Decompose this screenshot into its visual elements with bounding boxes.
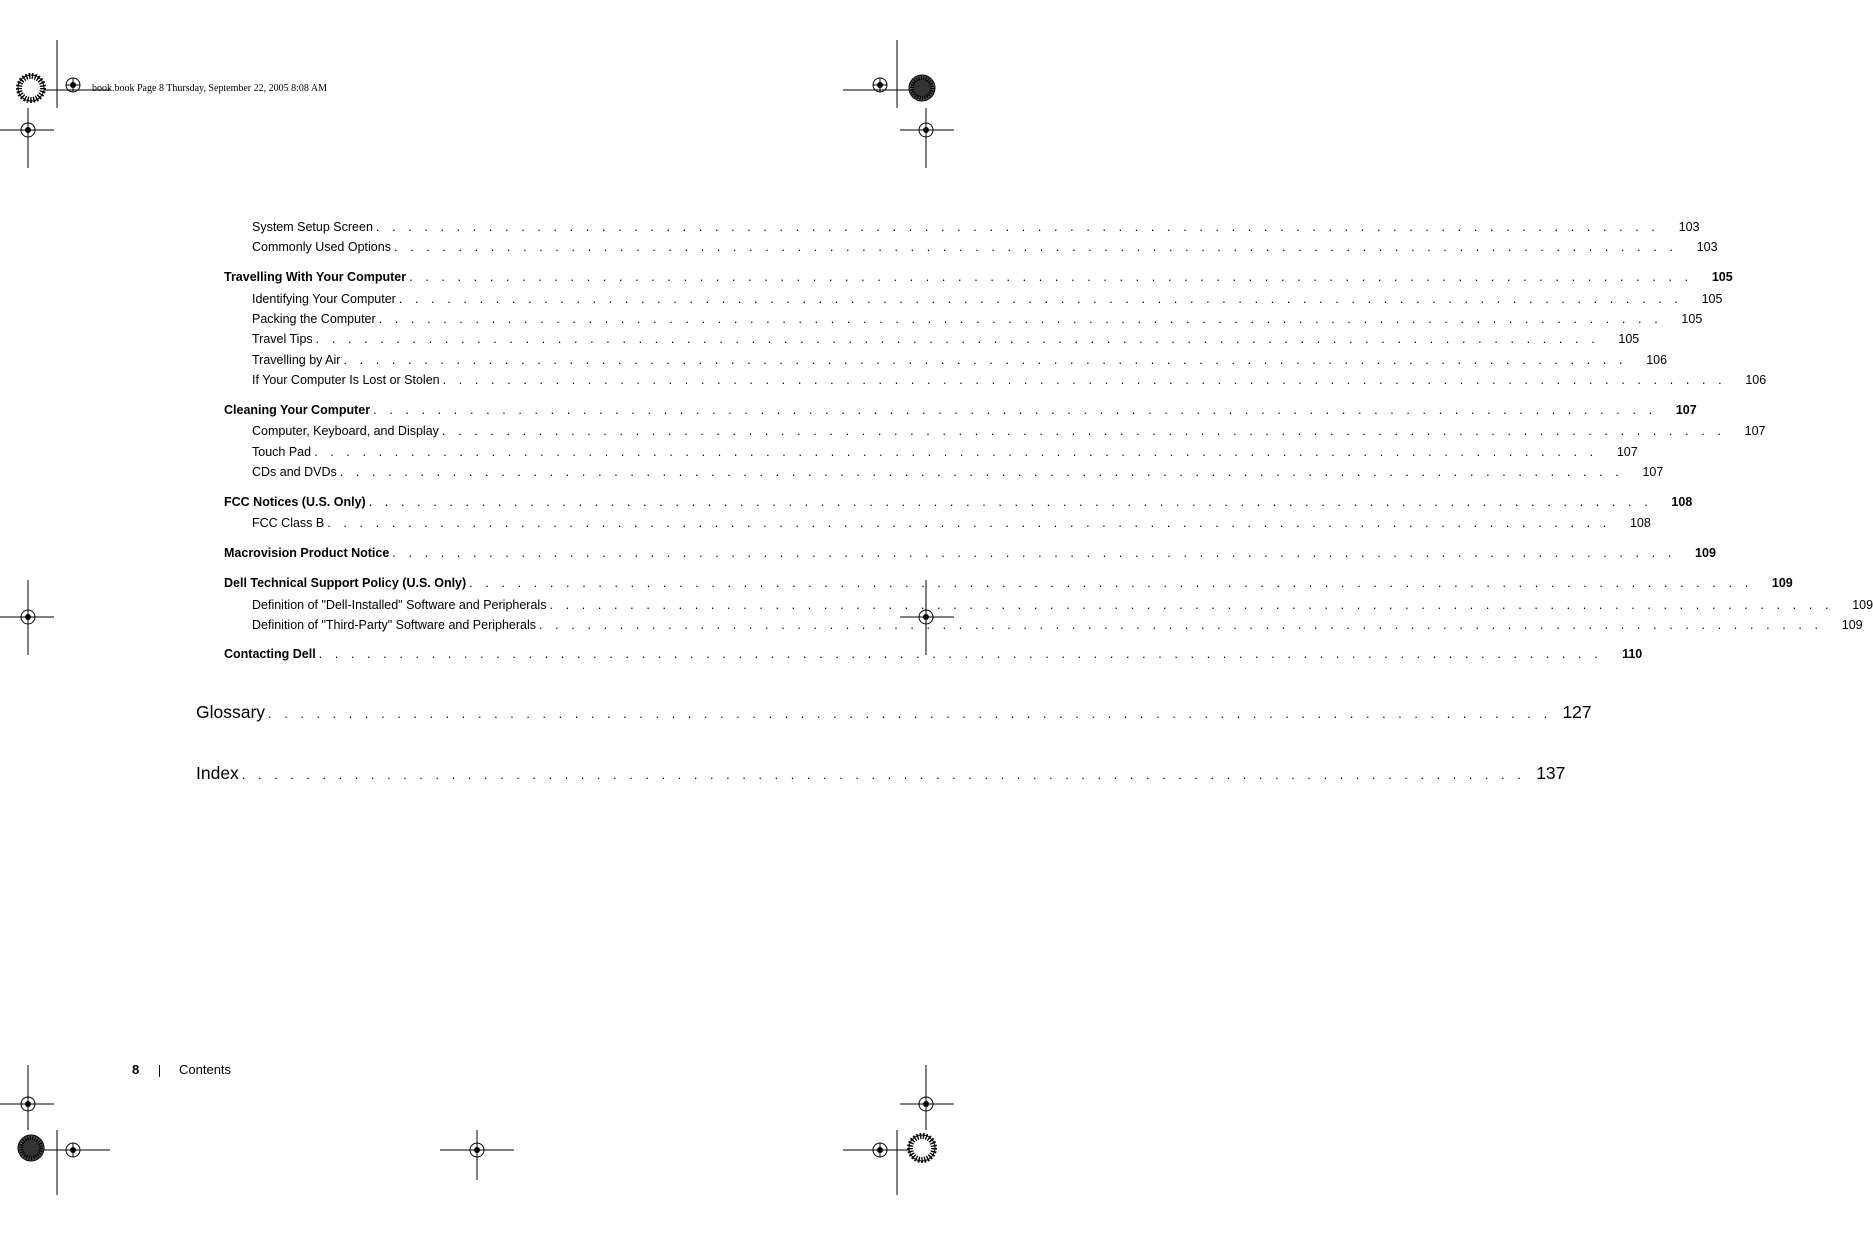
footer-divider [159, 1065, 160, 1077]
toc-entry-page: 108 [1629, 516, 1651, 530]
dot-leader: . . . . . . . . . . . . . . . . . . . . . . . . . . . . . . . . . . . . . . . . . . . . . . . . . . . . . . . . . . . . . . . . . . . . . . . . . . . . . . . . [268, 707, 1552, 721]
toc-entry [252, 312, 1703, 326]
toc-entry-page: 107 [1616, 445, 1638, 459]
toc-entry [252, 618, 1863, 632]
dot-leader: . . . . . . . . . . . . . . . . . . . . . . . . . . . . . . . . . . . . . . . . . . . . . . . . . . . . . . . . . . . . . . . . . . . . . . . . . . . . . . . . [373, 403, 1657, 417]
toc-entry-title: Index [196, 763, 239, 783]
dot-leader: . . . . . . . . . . . . . . . . . . . . . . . . . . . . . . . . . . . . . . . . . . . . . . . . . . . . . . . . . . . . . . . . . . . . . . . . . . . . . . . . [375, 220, 1660, 234]
toc-entry-page: 106 [1745, 373, 1767, 387]
dot-leader: . . . . . . . . . . . . . . . . . . . . . . . . . . . . . . . . . . . . . . . . . . . . . . . . . . . . . . . . . . . . . . . . . . . . . . . . . . . . . . . . [368, 495, 1653, 509]
toc-entry [252, 424, 1766, 438]
footer-section-title: Contents [179, 1062, 232, 1077]
toc-entry-page: 103 [1678, 220, 1700, 234]
toc-entry-title: Macrovision Product Notice [224, 546, 390, 560]
toc-entry [252, 516, 1651, 530]
toc-entry-title: Touch Pad [252, 445, 312, 459]
dot-leader: . . . . . . . . . . . . . . . . . . . . . . . . . . . . . . . . . . . . . . . . . . . . . . . . . . . . . . . . . . . . . . . . . . . . . . . . . . . . . . . . [539, 618, 1823, 632]
toc-entry-title: Dell Technical Support Policy (U.S. Only) [224, 576, 467, 590]
toc-entry [224, 576, 1793, 590]
dot-leader: . . . . . . . . . . . . . . . . . . . . . . . . . . . . . . . . . . . . . . . . . . . . . . . . . . . . . . . . . . . . . . . . . . . . . . . . . . . . . . . . [343, 353, 1628, 367]
toc-entry [196, 763, 1566, 784]
dot-leader: . . . . . . . . . . . . . . . . . . . . . . . . . . . . . . . . . . . . . . . . . . . . . . . . . . . . . . . . . . . . . . . . . . . . . . . . . . . . . . . . [314, 445, 1598, 459]
toc-entry [224, 495, 1693, 509]
toc-entry-page: 107 [1642, 465, 1664, 479]
print-header: book.book Page 8 Thursday, September 22, 2005 8:08 AM [92, 83, 327, 94]
toc-entry-title: Definition of "Third-Party" Software and Peripherals [252, 618, 537, 632]
toc-entry-page: 108 [1671, 495, 1693, 509]
toc-entry-title: If Your Computer Is Lost or Stolen [252, 373, 440, 387]
toc-entry-page: 107 [1675, 403, 1697, 417]
toc-entry-page: 109 [1771, 576, 1793, 590]
toc-entry-title: Travelling by Air [252, 353, 341, 367]
toc-entry-title: CDs and DVDs [252, 465, 337, 479]
toc-entry [252, 332, 1640, 346]
dot-leader: . . . . . . . . . . . . . . . . . . . . . . . . . . . . . . . . . . . . . . . . . . . . . . . . . . . . . . . . . . . . . . . . . . . . . . . . . . . . . . . . [442, 373, 1727, 387]
toc-entry-title: Cleaning Your Computer [224, 403, 371, 417]
dot-leader: . . . . . . . . . . . . . . . . . . . . . . . . . . . . . . . . . . . . . . . . . . . . . . . . . . . . . . . . . . . . . . . . . . . . . . . . . . . . . . . . [315, 332, 1600, 346]
toc-entry-page: 109 [1852, 598, 1873, 612]
toc-entry-title: Packing the Computer [252, 312, 376, 326]
toc-entry [252, 240, 1718, 254]
toc-entry [224, 647, 1643, 661]
toc-entry [252, 353, 1668, 367]
dot-leader: . . . . . . . . . . . . . . . . . . . . . . . . . . . . . . . . . . . . . . . . . . . . . . . . . . . . . . . . . . . . . . . . . . . . . . . . . . . . . . . . [327, 516, 1611, 530]
toc-entry-title: Glossary [196, 702, 266, 722]
toc-entry-page: 106 [1646, 353, 1668, 367]
toc-entry-title: FCC Class B [252, 516, 325, 530]
toc-entry [196, 702, 1592, 723]
toc-entry [252, 465, 1664, 479]
toc-entry-page: 103 [1696, 240, 1718, 254]
toc-entry-page: 137 [1536, 763, 1566, 783]
dot-leader: . . . . . . . . . . . . . . . . . . . . . . . . . . . . . . . . . . . . . . . . . . . . . . . . . . . . . . . . . . . . . . . . . . . . . . . . . . . . . . . . [241, 768, 1526, 782]
dot-leader: . . . . . . . . . . . . . . . . . . . . . . . . . . . . . . . . . . . . . . . . . . . . . . . . . . . . . . . . . . . . . . . . . . . . . . . . . . . . . . . . [398, 292, 1683, 306]
toc-entry-title: Computer, Keyboard, and Display [252, 424, 439, 438]
dot-leader: . . . . . . . . . . . . . . . . . . . . . . . . . . . . . . . . . . . . . . . . . . . . . . . . . . . . . . . . . . . . . . . . . . . . . . . . . . . . . . . . [392, 546, 1676, 560]
toc-entry-page: 105 [1711, 270, 1733, 284]
toc-entry [252, 598, 1873, 612]
toc-entry-title: Travel Tips [252, 332, 313, 346]
toc-entry [252, 220, 1700, 234]
dot-leader: . . . . . . . . . . . . . . . . . . . . . . . . . . . . . . . . . . . . . . . . . . . . . . . . . . . . . . . . . . . . . . . . . . . . . . . . . . . . . . . . [549, 598, 1834, 612]
toc-entry [224, 403, 1697, 417]
page-number: 8 [132, 1062, 140, 1077]
toc-entry-page: 107 [1744, 424, 1766, 438]
toc-entry [252, 373, 1767, 387]
toc-entry-page: 110 [1622, 647, 1643, 661]
dot-leader: . . . . . . . . . . . . . . . . . . . . . . . . . . . . . . . . . . . . . . . . . . . . . . . . . . . . . . . . . . . . . . . . . . . . . . . . . . . . . . . . [469, 576, 1753, 590]
toc-entry [224, 270, 1733, 284]
dot-leader: . . . . . . . . . . . . . . . . . . . . . . . . . . . . . . . . . . . . . . . . . . . . . . . . . . . . . . . . . . . . . . . . . . . . . . . . . . . . . . . . [318, 647, 1603, 661]
dot-leader: . . . . . . . . . . . . . . . . . . . . . . . . . . . . . . . . . . . . . . . . . . . . . . . . . . . . . . . . . . . . . . . . . . . . . . . . . . . . . . . . [441, 424, 1726, 438]
toc-entry-title: System Setup Screen [252, 220, 373, 234]
toc-entry-title: Contacting Dell [224, 647, 316, 661]
toc-entry-page: 109 [1695, 546, 1716, 560]
toc-entry-page: 109 [1841, 618, 1863, 632]
dot-leader: . . . . . . . . . . . . . . . . . . . . . . . . . . . . . . . . . . . . . . . . . . . . . . . . . . . . . . . . . . . . . . . . . . . . . . . . . . . . . . . . [393, 240, 1678, 254]
toc-entry-page: 127 [1562, 702, 1592, 722]
toc-entry-page: 105 [1681, 312, 1703, 326]
dot-leader: . . . . . . . . . . . . . . . . . . . . . . . . . . . . . . . . . . . . . . . . . . . . . . . . . . . . . . . . . . . . . . . . . . . . . . . . . . . . . . . . [378, 312, 1663, 326]
toc-entry [252, 445, 1638, 459]
toc-entry-page: 105 [1701, 292, 1723, 306]
dot-leader: . . . . . . . . . . . . . . . . . . . . . . . . . . . . . . . . . . . . . . . . . . . . . . . . . . . . . . . . . . . . . . . . . . . . . . . . . . . . . . . . [409, 270, 1693, 284]
toc-entry-title: Definition of "Dell-Installed" Software and Peripherals [252, 598, 547, 612]
toc-entry-title: Travelling With Your Computer [224, 270, 407, 284]
toc-entry [224, 546, 1716, 560]
toc-entry-page: 105 [1618, 332, 1640, 346]
toc-entry-title: Commonly Used Options [252, 240, 391, 254]
dot-leader: . . . . . . . . . . . . . . . . . . . . . . . . . . . . . . . . . . . . . . . . . . . . . . . . . . . . . . . . . . . . . . . . . . . . . . . . . . . . . . . . [339, 465, 1624, 479]
toc-entry [252, 292, 1723, 306]
toc-entry-title: Identifying Your Computer [252, 292, 396, 306]
toc-entry-title: FCC Notices (U.S. Only) [224, 495, 366, 509]
